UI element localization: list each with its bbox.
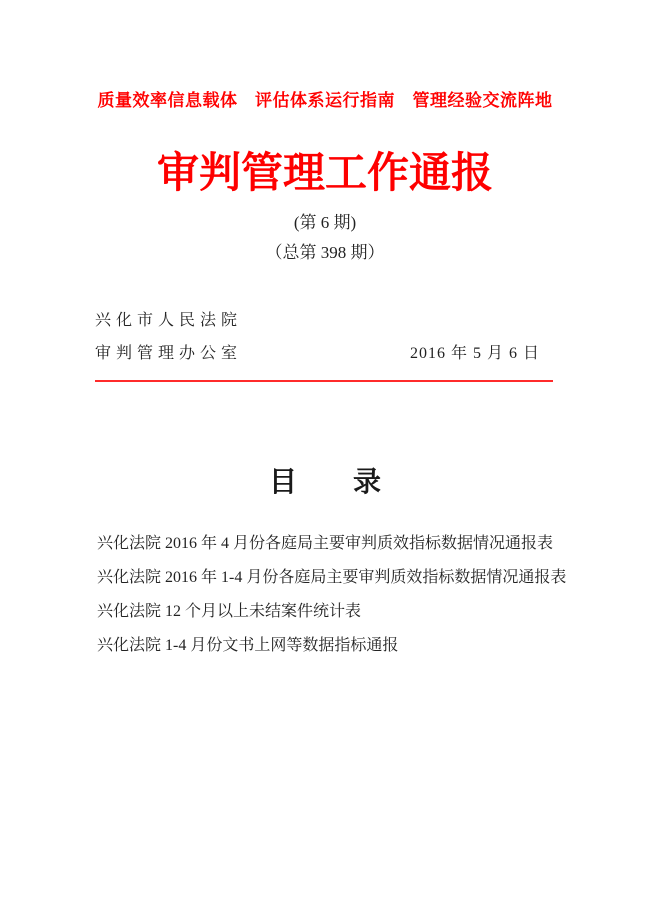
toc-item: 兴化法院 12 个月以上未结案件统计表 bbox=[97, 603, 362, 620]
publisher-office-name: 审判管理办公室 bbox=[95, 345, 243, 362]
toc-item: 兴化法院 2016 年 4 月份各庭局主要审判质效指标数据情况通报表 bbox=[97, 535, 554, 552]
toc-heading: 目 录 bbox=[268, 467, 381, 498]
red-divider-line bbox=[95, 380, 553, 382]
publication-date: 2016 年 5 月 6 日 bbox=[409, 345, 540, 362]
masthead-slogan: 质量效率信息载体 评估体系运行指南 管理经验交流阵地 bbox=[97, 91, 553, 110]
issue-number: (第 6 期) bbox=[293, 213, 357, 232]
publisher-row bbox=[95, 340, 555, 363]
toc-item: 兴化法院 2016 年 1-4 月份各庭局主要审判质效指标数据情况通报表 bbox=[97, 569, 567, 586]
cumulative-issue-number: （总第 398 期） bbox=[265, 243, 385, 262]
toc-item: 兴化法院 1-4 月份文书上网等数据指标通报 bbox=[97, 637, 399, 654]
page-title: 审判管理工作通报 bbox=[156, 151, 493, 197]
publisher-org-name: 兴化市人民法院 bbox=[95, 312, 243, 329]
toc-list bbox=[97, 527, 567, 663]
